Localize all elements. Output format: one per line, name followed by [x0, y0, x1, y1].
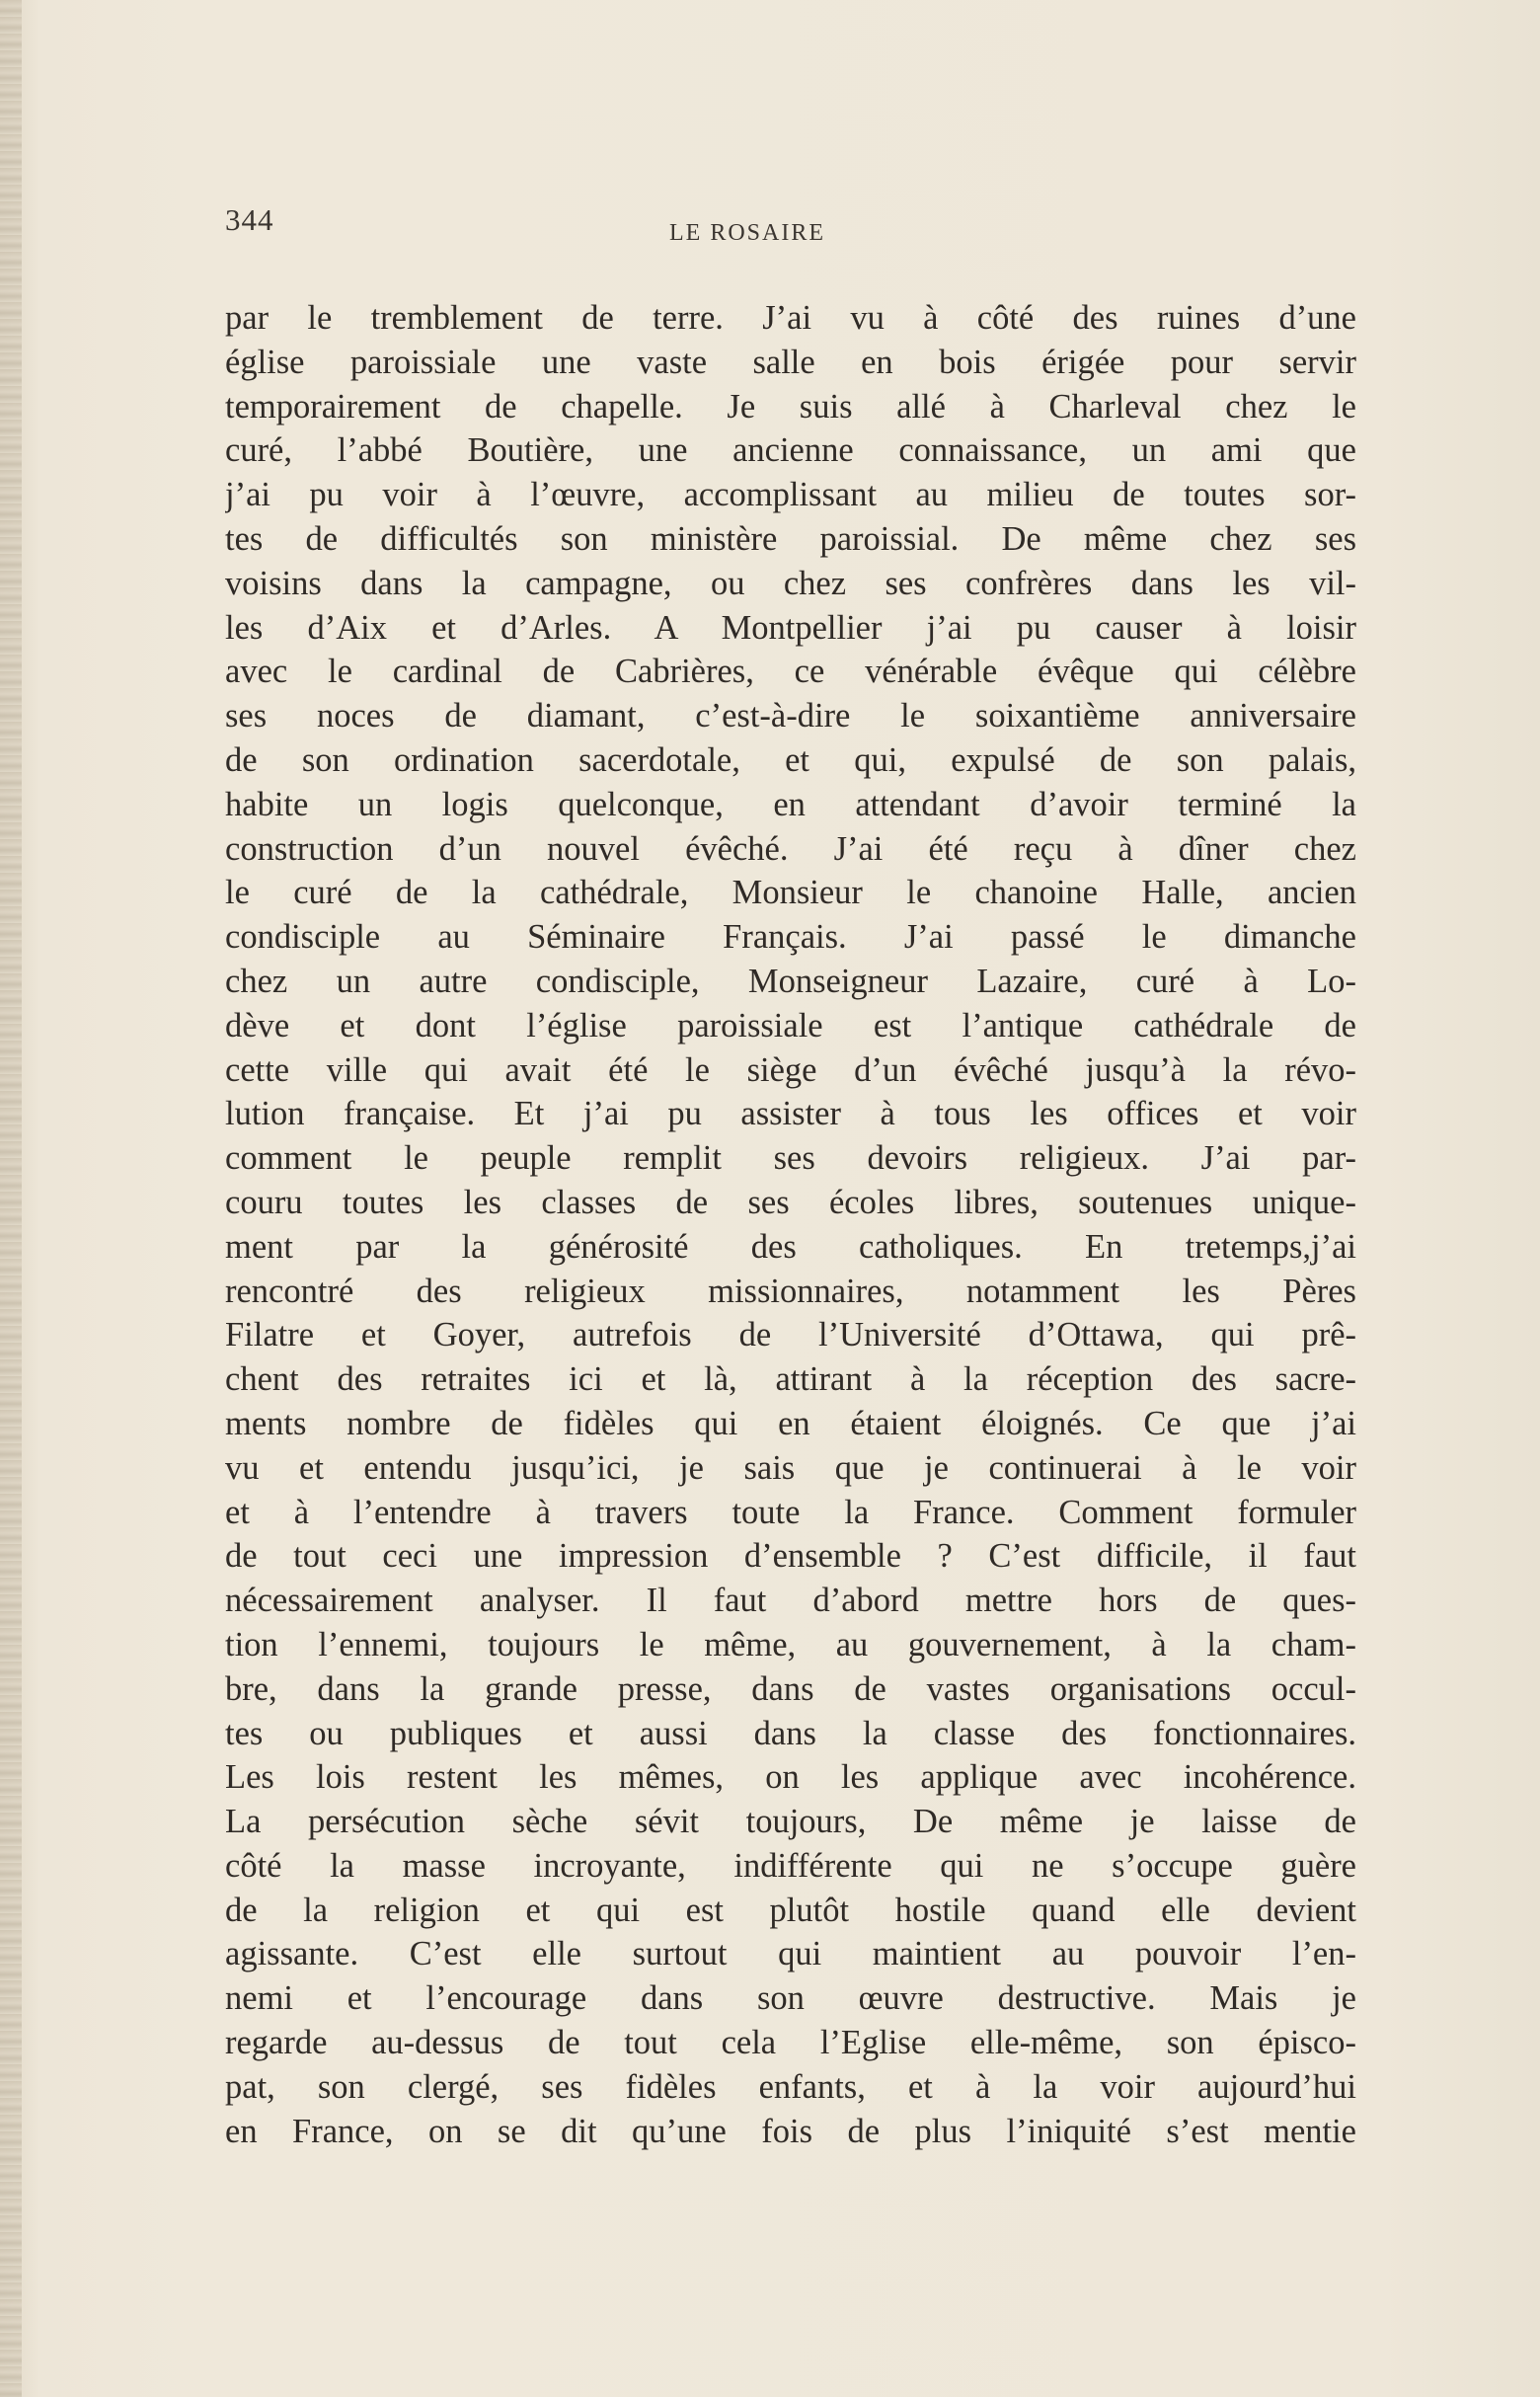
binding-edge — [0, 0, 22, 2397]
text-line: tes de difficultés son ministère paroissial. De même chez ses — [225, 519, 1356, 558]
text-line: nemi et l’encourage dans son œuvre destructive. Mais je — [225, 1979, 1356, 2018]
text-line: agissante. C’est elle surtout qui maintient au pouvoir l’en- — [225, 1935, 1356, 1973]
text-line: condisciple au Séminaire Français. J’ai passé le dimanche — [225, 918, 1356, 957]
text-line: La persécution sèche sévit toujours, De même je laisse de — [225, 1803, 1356, 1841]
text-line: chez un autre condisciple, Monseigneur Lazaire, curé à Lo- — [225, 962, 1356, 1000]
text-line: église paroissiale une vaste salle en bois érigée pour servir — [225, 343, 1356, 381]
text-line: de son ordination sacerdotale, et qui, expulsé de son palais, — [225, 740, 1356, 779]
text-line: en France, on se dit qu’une fois de plus l’iniquité s’est mentie — [225, 2112, 1356, 2150]
text-line: et à l’entendre à travers toute la France. Comment formuler — [225, 1493, 1356, 1531]
text-line: le curé de la cathédrale, Monsieur le chanoine Halle, ancien — [225, 874, 1356, 912]
text-line: couru toutes les classes de ses écoles libres, soutenues unique- — [225, 1183, 1356, 1221]
text-line: construction d’un nouvel évêché. J’ai été reçu à dîner chez — [225, 829, 1356, 868]
text-line: ment par la générosité des catholiques. En tretemps,j’ai — [225, 1227, 1356, 1266]
text-line: habite un logis quelconque, en attendant d’avoir terminé la — [225, 785, 1356, 823]
text-line: cette ville qui avait été le siège d’un évêché jusqu’à la révo- — [225, 1050, 1356, 1089]
text-line: ses noces de diamant, c’est-à-dire le soixantième anniversaire — [225, 697, 1356, 735]
text-line: Filatre et Goyer, autrefois de l’Université d’Ottawa, qui prê- — [225, 1316, 1356, 1354]
page-header — [225, 202, 1356, 262]
text-line: lution française. Et j’ai pu assister à tous les offices et voir — [225, 1095, 1356, 1133]
text-line: curé, l’abbé Boutière, une ancienne connaissance, un ami que — [225, 431, 1356, 470]
text-line: de la religion et qui est plutôt hostile quand elle devient — [225, 1891, 1356, 1929]
text-line: rencontré des religieux missionnaires, notamment les Pères — [225, 1272, 1356, 1310]
text-line: pat, son clergé, ses fidèles enfants, et à la voir aujourd’hui — [225, 2067, 1356, 2106]
text-line: les d’Aix et d’Arles. A Montpellier j’ai pu causer à loisir — [225, 608, 1356, 647]
text-line: côté la masse incroyante, indifférente qui ne s’occupe guère — [225, 1846, 1356, 1885]
text-line: tion l’ennemi, toujours le même, au gouvernement, à la cham- — [225, 1625, 1356, 1663]
text-line: Les lois restent les mêmes, on les applique avec incohérence. — [225, 1758, 1356, 1797]
text-line: vu et entendu jusqu’ici, je sais que je continuerai à le voir — [225, 1448, 1356, 1487]
text-line: avec le cardinal de Cabrières, ce vénérable évêque qui célèbre — [225, 653, 1356, 691]
body-text — [225, 296, 1356, 2153]
text-line: regarde au-dessus de tout cela l’Eglise elle-même, son épisco- — [225, 2024, 1356, 2062]
text-line: chent des retraites ici et là, attirant à la réception des sacre- — [225, 1360, 1356, 1399]
text-line: tes ou publiques et aussi dans la classe des fonctionnaires. — [225, 1714, 1356, 1752]
text-line: de tout ceci une impression d’ensemble ? C’est difficile, il faut — [225, 1537, 1356, 1576]
text-line: bre, dans la grande presse, dans de vastes organisations occul- — [225, 1669, 1356, 1708]
text-line: ments nombre de fidèles qui en étaient éloignés. Ce que j’ai — [225, 1404, 1356, 1442]
running-title: LE ROSAIRE — [669, 220, 825, 246]
text-line: j’ai pu voir à l’œuvre, accomplissant au milieu de toutes sor- — [225, 476, 1356, 514]
text-line: dève et dont l’église paroissiale est l’antique cathédrale de — [225, 1006, 1356, 1044]
text-line: temporairement de chapelle. Je suis allé à Charleval chez le — [225, 387, 1356, 425]
text-line: comment le peuple remplit ses devoirs religieux. J’ai par- — [225, 1139, 1356, 1178]
text-line: voisins dans la campagne, ou chez ses confrères dans les vil- — [225, 564, 1356, 602]
text-line: par le tremblement de terre. J’ai vu à côté des ruines d’une — [225, 299, 1356, 337]
text-line: nécessairement analyser. Il faut d’abord mettre hors de ques- — [225, 1582, 1356, 1620]
page-number: 344 — [225, 202, 274, 237]
